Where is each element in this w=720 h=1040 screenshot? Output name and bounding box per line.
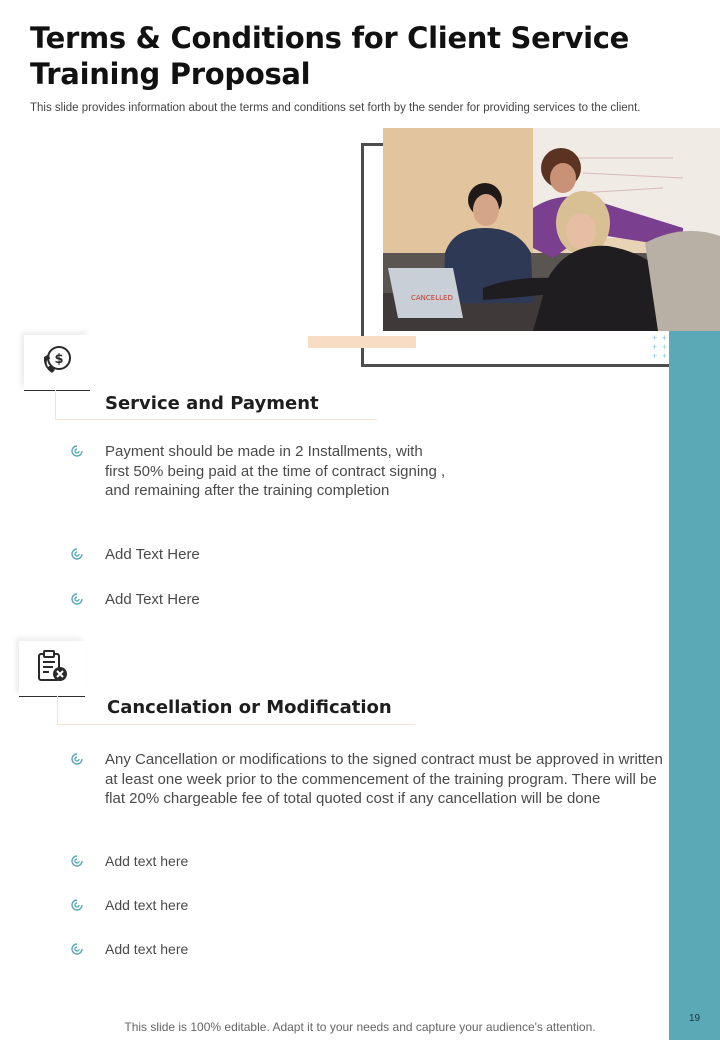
section-icon-box-service	[24, 335, 90, 390]
bullet-text: Add text here	[105, 853, 189, 869]
section-heading-cancellation: Cancellation or Modification	[107, 697, 392, 718]
page-subtitle: This slide provides information about the terms and conditions set forth by the sender for providing services to the client.	[30, 102, 641, 114]
swirl-bullet-icon	[70, 942, 84, 956]
swirl-bullet-icon	[70, 752, 84, 766]
footer-note: This slide is 100% editable. Adapt it to your needs and capture your audience's attention.	[124, 1020, 596, 1034]
heading-border	[55, 390, 56, 420]
svg-text:CANCELLED: CANCELLED	[411, 294, 453, 302]
swirl-bullet-icon	[70, 444, 84, 458]
bullet-text: Add text here	[105, 941, 189, 957]
clipboard-cancel-icon	[34, 648, 70, 689]
swirl-bullet-icon	[70, 592, 84, 606]
icon-underline	[19, 696, 85, 698]
bullet-text: Any Cancellation or modifications to the signed contract must be approved in written at least one week prior to the commencement of the training program. There will be flat 20% chargeable fee of total quoted cost if any cancellation will be done	[105, 751, 663, 807]
swirl-bullet-icon	[70, 854, 84, 868]
page-number: 19	[688, 1013, 701, 1024]
swirl-bullet-icon	[70, 547, 84, 561]
bullet-text: Add Text Here	[105, 546, 200, 563]
team-photo	[383, 128, 720, 331]
decorative-dots: + + + + + +	[652, 333, 669, 361]
heading-border	[55, 419, 377, 420]
bullet-text: Add Text Here	[105, 591, 200, 608]
swirl-bullet-icon	[70, 898, 84, 912]
bullet-text: Payment should be made in 2 Installments, with first 50% being paid at the time of contract signing , and remaining after the training completion	[105, 443, 446, 499]
bullet-text: Add text here	[105, 897, 189, 913]
section-icon-box-cancellation	[19, 641, 85, 696]
page-title: Terms & Conditions for Client Service Training Proposal	[30, 21, 629, 91]
heading-border	[57, 724, 415, 725]
svg-text:$: $	[54, 352, 64, 367]
icon-underline	[24, 390, 90, 392]
section-heading-service: Service and Payment	[105, 393, 319, 414]
teal-side-band	[669, 331, 720, 1040]
decorative-peach-bar	[308, 336, 416, 348]
heading-border	[57, 695, 58, 725]
dollar-phone-icon	[40, 343, 74, 382]
